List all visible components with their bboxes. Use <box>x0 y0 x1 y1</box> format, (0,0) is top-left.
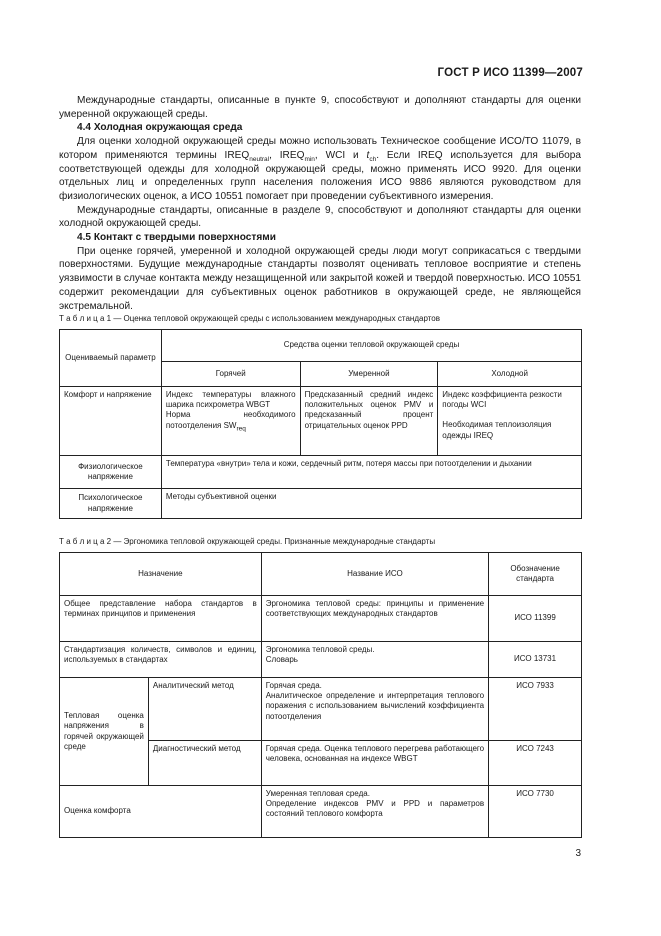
table1-cell: Предсказанный средний индекс положительных оценок PMV и предсказанный процент отрицательных оценок PPD <box>300 387 438 456</box>
table1 <box>59 329 582 519</box>
table2-cell: Общее представление набора стандартов в терминах принципов и применения <box>60 596 262 642</box>
table2-caption: Т а б л и ц а 2 — Эргономика тепловой окружающей среды. Признанные международные стандарты <box>59 537 436 546</box>
table2-cell: Стандартизация количеств, символов и единиц, используемых в стандартах <box>60 642 262 678</box>
table2-cell: ИСО 11399 <box>489 596 582 642</box>
table2-cell: ИСО 7243 <box>489 741 582 786</box>
table2-header-purpose: Назначение <box>60 553 262 596</box>
section-heading-4-4: 4.4 Холодная окружающая среда <box>77 122 243 134</box>
table1-header-moderate: Умеренной <box>300 362 438 387</box>
table1-cell: Индекс температуры влажного шарика психрометра WBGT Норма необходимого потоотделения $SW_{req}$ <box>161 387 300 456</box>
table2-cell: Умеренная тепловая среда. Определение индексов PMV и PPD и параметров состояний теплового комфорта <box>261 786 488 838</box>
table1-caption: Т а б л и ц а 1 — Оценка тепловой окружающей среды с использованием международных стандартов <box>59 314 440 323</box>
table2-cell: ИСО 13731 <box>489 642 582 678</box>
table2-cell: Аналитический метод <box>148 678 261 741</box>
paragraph: При оценке горячей, умеренной и холодной окружающей среды люди могут соприкасаться с твердыми поверхностями. Будущие международные стандарты позволят оценивать тепловое восприятие и степень уязвимости в случае контакта между незащищенной или закрытой кожей и твердой поверхностью. ИСО 10551 содержит рекомендации для субъективных оценок работников в окружающей среде, не являющейся экстремальной. <box>59 245 581 312</box>
table1-cell: Комфорт и напряжение <box>60 387 162 456</box>
table2-cell: Эргономика тепловой среды. Словарь <box>261 642 488 678</box>
table2-cell: Диагностический метод <box>148 741 261 786</box>
paragraph: Международные стандарты, описанные в пункте 9, способствуют и дополняют стандарты для оценки умеренной окружающей среды. <box>59 95 581 120</box>
table1-header-group: Средства оценки тепловой окружающей среды <box>161 330 581 362</box>
paragraph: Для оценки холодной окружающей среды можно использовать Техническое сообщение ИСО/ТО 11079, в котором применяются термины $IREQ_{neutral}$, $IREQ_{min}$, WCI и $t_{ch}$. Если IREQ используется для выбора соответствующей одежды для холодной окружающей среды, можно применять ИСО 9920. Для оценки отдельных лиц и определенных групп населения положения ИСО 9886 являются руководством для физиологических оценок, а ИСО 10551 помогает при проведении субъективного измерения. <box>59 136 581 202</box>
table2 <box>59 552 582 838</box>
table1-cell: Температура «внутри» тела и кожи, сердечный ритм, потеря массы при потоотделении и дыхании <box>161 456 581 489</box>
paragraph: Международные стандарты, описанные в разделе 9, способствуют и дополняют стандарты для оценки холодной окружающей среды. <box>59 204 581 230</box>
table1-cell: Индекс коэффициента резкости погоды WCI Необходимая теплоизоляция одежды IREQ <box>438 387 582 456</box>
document-header: ГОСТ Р ИСО 11399—2007 <box>437 67 583 79</box>
page-number: 3 <box>575 848 581 859</box>
table1-cell: Психологическое напряжение <box>60 489 162 519</box>
table2-cell: ИСО 7730 <box>489 786 582 838</box>
table2-cell: Горячая среда. Аналитическое определение и интерпретация теплового поражения с использованием вычислений коэффициента потоотделения <box>261 678 488 741</box>
body-text <box>59 94 581 313</box>
table2-cell: Оценка комфорта <box>60 786 262 838</box>
table2-cell: Горячая среда. Оценка теплового перегрева работающего человека, основанная на индексе WBGT <box>261 741 488 786</box>
table2-cell: Эргономика тепловой среды: принципы и применение соответствующих международных стандартов <box>261 596 488 642</box>
table1-header-param: Оцениваемый параметр <box>60 330 162 387</box>
table2-cell: Тепловая оценка напряжения в горячей окружающей среде <box>60 678 149 786</box>
table2-cell: ИСО 7933 <box>489 678 582 741</box>
table1-cell: Физиологическое напряжение <box>60 456 162 489</box>
table2-header-code: Обозначение стандарта <box>489 553 582 596</box>
table1-cell: Методы субъективной оценки <box>161 489 581 519</box>
section-heading-4-5: 4.5 Контакт с твердыми поверхностями <box>77 232 276 244</box>
table1-header-hot: Горячей <box>161 362 300 387</box>
table1-header-cold: Холодной <box>438 362 582 387</box>
table2-header-name: Название ИСО <box>261 553 488 596</box>
